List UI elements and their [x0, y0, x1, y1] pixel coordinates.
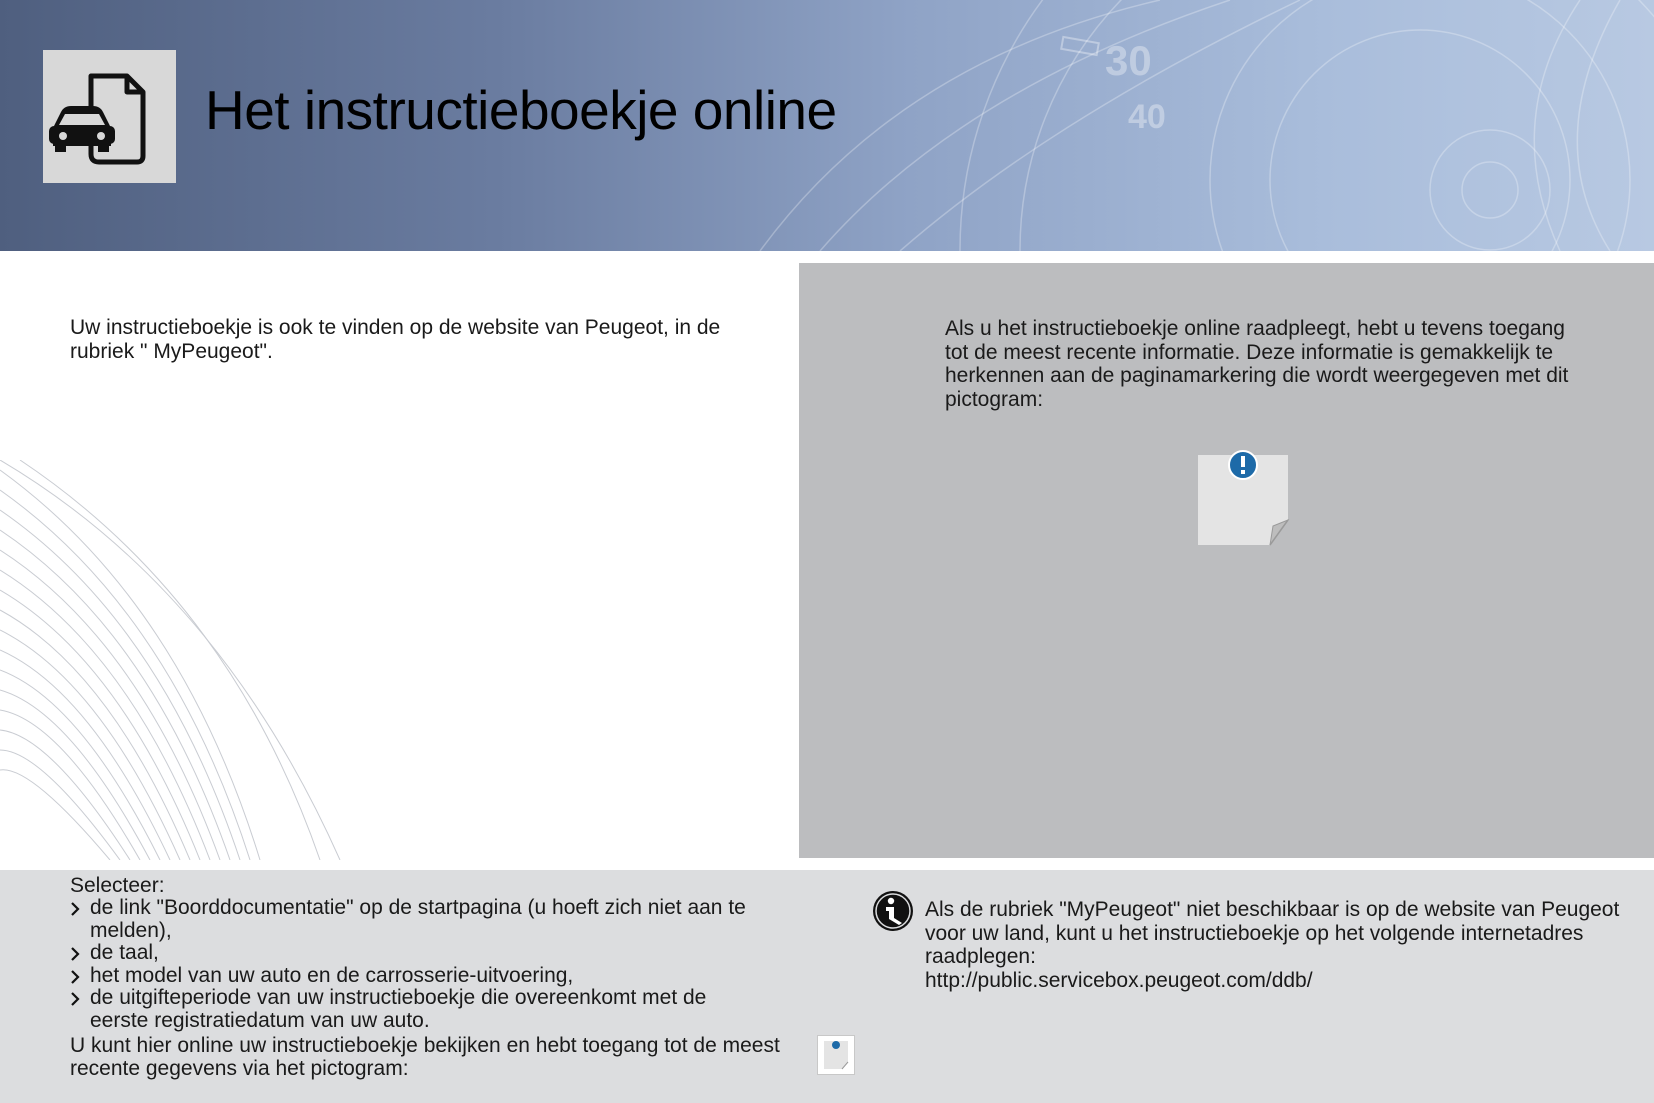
- step-text: de uitgifteperiode van uw instructieboekje die overeenkomt met de eerste registratiedatum van uw auto.: [90, 986, 707, 1032]
- panel-paragraph: Als u het instructieboekje online raadpleegt, hebt u tevens toegang tot de meest recente informatie. Deze informatie is gemakkelijk te herkennen aan de paginamarkering die wordt weergegeven met dit pictogram:: [945, 317, 1569, 411]
- step-text: de link "Boorddocumentatie" op de startpagina (u hoeft zich niet aan te melden),: [90, 896, 746, 942]
- svg-text:40: 40: [1128, 98, 1166, 136]
- header-banner: [0, 0, 1654, 251]
- page-update-marker-small-icon: [817, 1035, 855, 1075]
- step-text: de taal,: [90, 941, 159, 964]
- list-item: [70, 897, 770, 942]
- page-title: Het instructieboekje online: [205, 79, 837, 141]
- svg-text:30: 30: [1105, 37, 1152, 84]
- select-heading: Selecteer:: [70, 874, 165, 897]
- servicebox-url[interactable]: http://public.servicebox.peugeot.com/ddb/: [925, 968, 1313, 992]
- chevron-right-icon: [70, 969, 80, 985]
- info-icon: [872, 890, 914, 932]
- intro-paragraph: Uw instructieboekje is ook te vinden op de website van Peugeot, in de rubriek " MyPeugeot".: [70, 316, 721, 363]
- list-item: [70, 942, 770, 965]
- step-text: het model van uw auto en de carrosserie-uitvoering,: [90, 963, 574, 987]
- chevron-right-icon: [70, 901, 80, 917]
- list-item: [70, 987, 770, 1032]
- wave-lines-decoration: [0, 460, 360, 860]
- list-item: [70, 965, 770, 988]
- info-text: Als de rubriek "MyPeugeot" niet beschikbaar is op de website van Peugeot voor uw land, kunt u het instructieboekje op het volgende internetadres raadplegen:: [925, 898, 1620, 968]
- chevron-right-icon: [70, 946, 80, 962]
- info-note: [925, 898, 1625, 992]
- outro-paragraph: U kunt hier online uw instructieboekje bekijken en hebt toegang tot de meest recente gegevens via het pictogram:: [70, 1034, 780, 1080]
- page-update-marker-icon: [1193, 450, 1293, 550]
- chevron-right-icon: [70, 991, 80, 1007]
- car-document-icon: [43, 50, 176, 183]
- steps-list: [70, 897, 770, 1032]
